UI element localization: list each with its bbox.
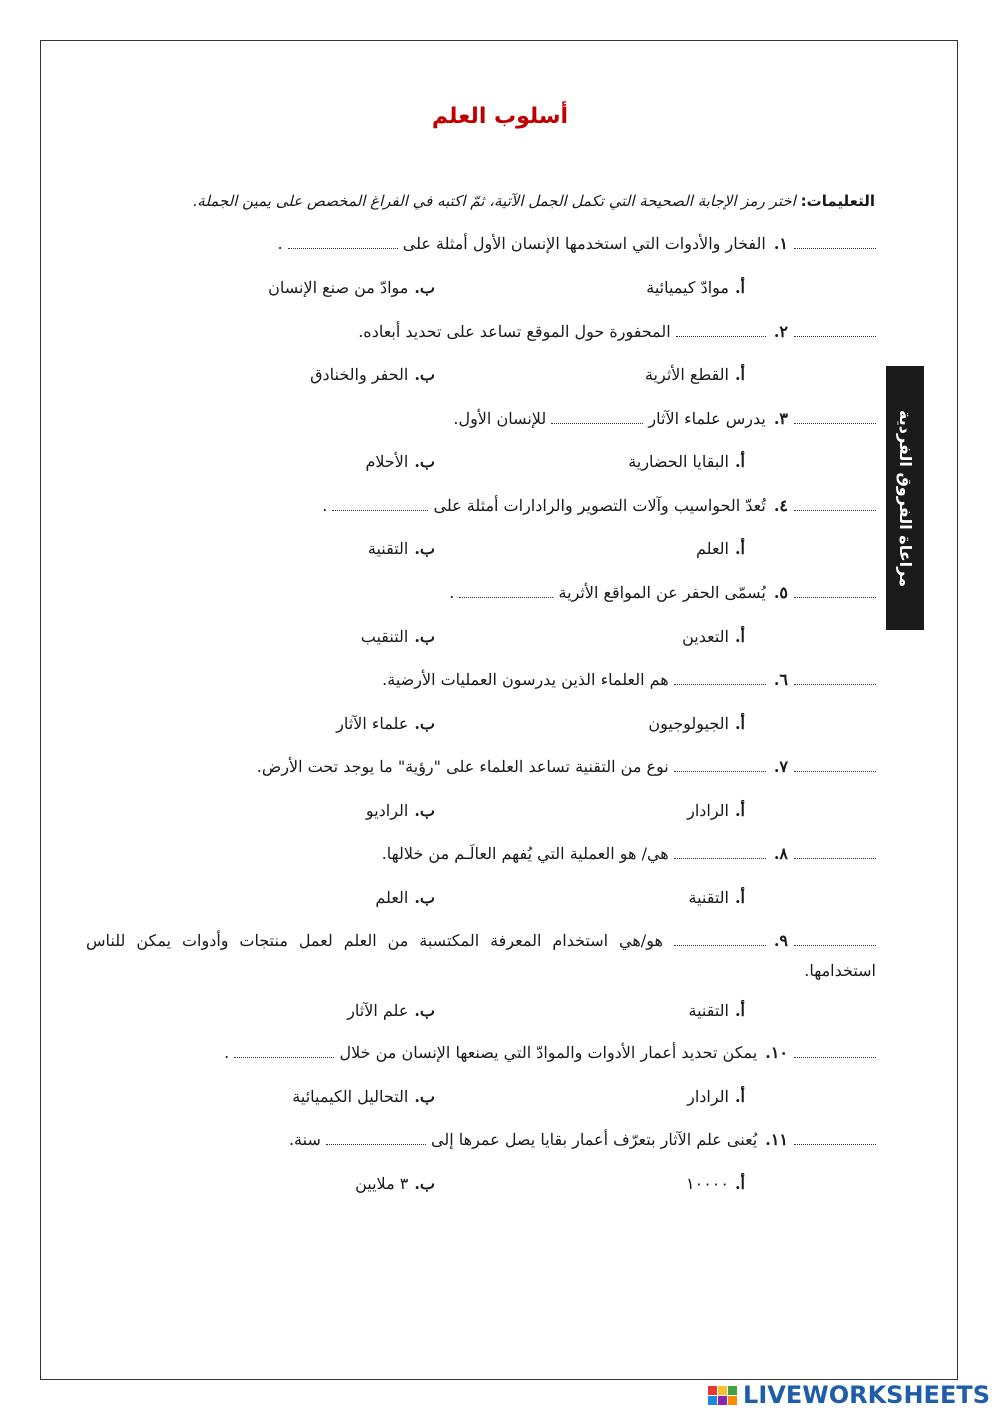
- option-text: ١٠٠٠٠: [686, 1174, 729, 1193]
- option-a: [687, 1087, 745, 1106]
- question-number: ١.: [773, 234, 788, 253]
- answer-blank[interactable]: [794, 585, 876, 598]
- option-a: [648, 714, 745, 733]
- option-b: [365, 452, 435, 471]
- option-text: الحفر والخنادق: [310, 365, 409, 384]
- option-b: [292, 1087, 435, 1106]
- option-text: التحاليل الكيميائية: [292, 1087, 409, 1106]
- question-text: هم العلماء الذين يدرسون العمليات الأرضية.: [382, 670, 669, 689]
- option-a: [689, 888, 746, 907]
- side-tab-label: مراعاة الفروق الفردية: [895, 409, 915, 587]
- inline-blank: [674, 672, 766, 685]
- option-a: [645, 365, 745, 384]
- inline-blank: [674, 933, 766, 946]
- answer-blank[interactable]: [794, 498, 876, 511]
- option-text: موادّ من صنع الإنسان: [268, 278, 409, 297]
- option-b: [368, 539, 435, 558]
- question-text: تُعدّ الحواسيب وآلات التصوير والرادارات أمثلة على: [433, 496, 766, 515]
- question-number: ٢.: [773, 322, 788, 341]
- option-label: ب.: [414, 1174, 435, 1193]
- answer-blank[interactable]: [794, 236, 876, 249]
- question-number: ٧.: [773, 757, 788, 776]
- option-a: [646, 278, 745, 297]
- question-number: ٦.: [773, 670, 788, 689]
- option-b: [347, 1001, 435, 1020]
- question-number: ٩.: [773, 931, 788, 950]
- option-b: [375, 888, 435, 907]
- option-b: [268, 278, 435, 297]
- question-7: [257, 757, 876, 776]
- option-text: علماء الآثار: [336, 714, 409, 733]
- option-a: [689, 1001, 746, 1020]
- option-label: ب.: [414, 1001, 435, 1020]
- option-label: أ.: [734, 1001, 745, 1020]
- liveworksheets-footer: [708, 1381, 990, 1409]
- option-label: ب.: [414, 365, 435, 384]
- option-a: [696, 539, 745, 558]
- question-text: يُعنى علم الآثار بتعرّف أعمار بقايا يصل عمرها إلى: [431, 1130, 758, 1149]
- question-number: ٣.: [773, 409, 788, 428]
- option-label: أ.: [734, 278, 745, 297]
- option-label: أ.: [734, 627, 745, 646]
- side-tab: [886, 366, 924, 630]
- answer-blank[interactable]: [794, 933, 876, 946]
- question-text-end: .: [449, 583, 455, 602]
- option-text: القطع الأثرية: [644, 365, 729, 384]
- question-text-end: سنة.: [288, 1130, 321, 1149]
- option-text: علم الآثار: [347, 1001, 409, 1020]
- question-8: [382, 844, 876, 863]
- question-text-end: .: [277, 234, 283, 253]
- inline-blank: [676, 324, 766, 337]
- question-5: [449, 583, 876, 602]
- option-text: الجيولوجيون: [648, 714, 729, 733]
- question-4: [322, 496, 876, 515]
- answer-blank[interactable]: [794, 1132, 876, 1145]
- option-label: ب.: [414, 452, 435, 471]
- option-a: [628, 452, 745, 471]
- option-label: أ.: [734, 714, 745, 733]
- inline-blank: [326, 1132, 426, 1145]
- question-text: هي/ هو العملية التي يُفهم العالَـم من خلالها.: [381, 844, 669, 863]
- question-number: ٨.: [773, 844, 788, 863]
- option-text: التقنية: [688, 888, 729, 907]
- option-text: ٣ ملايين: [355, 1174, 409, 1193]
- page-title: أسلوب العلم: [431, 104, 569, 129]
- question-text: نوع من التقنية تساعد العلماء على "رؤية" ما يوجد تحت الأرض.: [256, 757, 669, 776]
- option-label: ب.: [414, 801, 435, 820]
- question-2: [358, 322, 876, 341]
- inline-blank: [674, 759, 766, 772]
- option-b: [310, 365, 435, 384]
- option-text: التقنية: [367, 539, 409, 558]
- option-label: ب.: [414, 714, 435, 733]
- question-text-end: للإنسان الأول.: [453, 409, 547, 428]
- option-label: أ.: [734, 365, 745, 384]
- option-b: [355, 1174, 435, 1193]
- answer-blank[interactable]: [794, 411, 876, 424]
- option-label: أ.: [734, 801, 745, 820]
- question-text: هو/هي استخدام المعرفة المكتسبة من العلم لعمل منتجات وأدوات يمكن للناس استخدامها.: [86, 931, 876, 980]
- option-text: العلم: [696, 539, 729, 558]
- option-a: [682, 627, 745, 646]
- option-b: [366, 801, 435, 820]
- option-label: أ.: [734, 452, 745, 471]
- question-text-end: .: [322, 496, 328, 515]
- option-a: [687, 801, 745, 820]
- option-label: ب.: [414, 539, 435, 558]
- question-1: [277, 234, 876, 253]
- answer-blank[interactable]: [794, 759, 876, 772]
- option-label: ب.: [414, 888, 435, 907]
- option-label: ب.: [414, 278, 435, 297]
- question-number: ١٠.: [765, 1043, 788, 1062]
- answer-blank[interactable]: [794, 324, 876, 337]
- answer-blank[interactable]: [794, 1045, 876, 1058]
- answer-blank[interactable]: [794, 672, 876, 685]
- question-text-end: .: [224, 1043, 230, 1062]
- option-label: أ.: [734, 1087, 745, 1106]
- option-label: أ.: [734, 1174, 745, 1193]
- question-3: [453, 409, 876, 428]
- option-b: [361, 627, 435, 646]
- inline-blank: [234, 1045, 334, 1058]
- question-number: ١١.: [765, 1130, 788, 1149]
- option-label: أ.: [734, 539, 745, 558]
- instructions: [115, 192, 875, 210]
- option-text: التعدين: [682, 627, 729, 646]
- option-a: [686, 1174, 745, 1193]
- option-b: [336, 714, 435, 733]
- option-text: الرادار: [687, 801, 729, 820]
- answer-blank[interactable]: [794, 846, 876, 859]
- option-label: ب.: [414, 1087, 435, 1106]
- question-text: يمكن تحديد أعمار الأدوات والموادّ التي يصنعها الإنسان من خلال: [339, 1043, 758, 1062]
- option-label: ب.: [414, 627, 435, 646]
- instructions-label: التعليمات:: [800, 192, 875, 210]
- question-11: [289, 1130, 876, 1149]
- option-text: البقايا الحضارية: [628, 452, 729, 471]
- inline-blank: [551, 411, 643, 424]
- inline-blank: [674, 846, 766, 859]
- liveworksheets-logo-icon: [708, 1386, 737, 1405]
- option-text: موادّ كيميائية: [646, 278, 729, 297]
- inline-blank: [288, 236, 398, 249]
- option-label: أ.: [734, 888, 745, 907]
- option-text: الرادار: [687, 1087, 729, 1106]
- question-6: [382, 670, 876, 689]
- option-text: التنقيب: [360, 627, 409, 646]
- option-text: العلم: [375, 888, 409, 907]
- question-text: يُسمّى الحفر عن المواقع الأثرية: [558, 583, 766, 602]
- question-text: المحفورة حول الموقع تساعد على تحديد أبعاده.: [358, 322, 671, 341]
- question-number: ٤.: [773, 496, 788, 515]
- question-text: يدرس علماء الآثار: [648, 409, 766, 428]
- question-9: [86, 926, 876, 986]
- inline-blank: [459, 585, 553, 598]
- inline-blank: [332, 498, 428, 511]
- option-text: التقنية: [688, 1001, 729, 1020]
- option-text: الأحلام: [365, 452, 409, 471]
- option-text: الراديو: [365, 801, 409, 820]
- instructions-text: اختر رمز الإجابة الصحيحة التي تكمل الجمل الآتية، ثمّ اكتبه في الفراغ المخصص على يمين الجملة.: [192, 192, 796, 210]
- question-10: [224, 1043, 876, 1062]
- brand-name: LIVEWORKSHEETS: [743, 1381, 990, 1409]
- question-text: الفخار والأدوات التي استخدمها الإنسان الأول أمثلة على: [402, 234, 766, 253]
- question-number: ٥.: [773, 583, 788, 602]
